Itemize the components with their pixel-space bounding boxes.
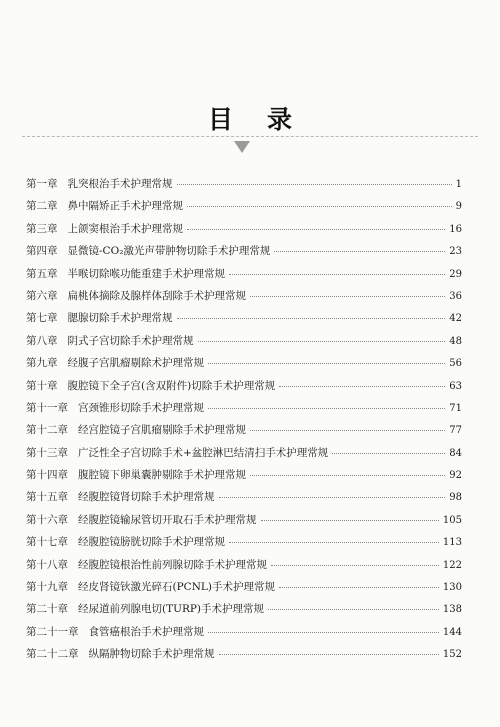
toc-entry[interactable] — [26, 624, 462, 646]
chapter-title: 半喉切除喉功能重建手术护理常规 — [67, 267, 225, 280]
page-number: 92 — [449, 470, 462, 482]
dot-leader — [250, 430, 445, 431]
toc-entry[interactable] — [26, 243, 462, 265]
toc-entry[interactable] — [26, 310, 462, 332]
toc-entry[interactable] — [26, 266, 462, 288]
page-number: 98 — [449, 492, 462, 504]
page-number: 63 — [449, 380, 462, 392]
toc-entry[interactable] — [26, 512, 462, 534]
toc-entry[interactable] — [26, 176, 462, 198]
toc-entry[interactable] — [26, 489, 462, 511]
chapter-number: 第十三章 — [26, 446, 68, 459]
toc-entry[interactable] — [26, 400, 462, 422]
dot-leader — [219, 654, 439, 655]
chapter-title: 经宫腔镜子宫肌瘤剔除手术护理常规 — [78, 424, 246, 437]
dot-leader — [250, 296, 445, 297]
chapter-title: 鼻中隔矫正手术护理常规 — [67, 200, 183, 213]
dot-leader — [187, 206, 452, 207]
chapter-number: 第八章 — [26, 334, 58, 347]
toc-entry[interactable] — [26, 557, 462, 579]
chapter-number: 第一章 — [26, 178, 58, 190]
dot-leader — [332, 453, 445, 454]
chapter-title: 扁桃体摘除及腺样体刮除手术护理常规 — [67, 289, 246, 302]
chapter-number: 第二十一章 — [26, 625, 79, 638]
chapter-number: 第十四章 — [26, 469, 68, 482]
chapter-number: 第十章 — [26, 379, 58, 392]
chapter-number: 第十九章 — [26, 581, 68, 594]
page-number: 1 — [455, 179, 462, 190]
chapter-title: 经腹腔镜肾切除手术护理常规 — [78, 491, 215, 504]
chapter-number: 第六章 — [26, 289, 58, 302]
dot-leader — [279, 587, 439, 588]
chapter-title: 纵隔肿物切除手术护理常规 — [88, 648, 215, 661]
page-number: 56 — [449, 358, 462, 370]
title-divider — [22, 136, 478, 137]
chapter-number: 第四章 — [26, 245, 58, 258]
dot-leader — [187, 229, 445, 230]
chapter-number: 第十八章 — [26, 558, 68, 571]
toc-entry[interactable] — [26, 221, 462, 243]
dot-leader — [250, 475, 445, 476]
page-number: 152 — [442, 649, 462, 661]
chapter-number: 第二十章 — [26, 603, 68, 616]
page-number: 29 — [449, 268, 462, 280]
dot-leader — [261, 520, 439, 521]
chapter-number: 第十七章 — [26, 536, 68, 549]
toc-entry[interactable] — [26, 422, 462, 444]
chapter-number: 第三章 — [26, 222, 58, 235]
toc-entry[interactable] — [26, 288, 462, 310]
chapter-title: 腮腺切除手术护理常规 — [67, 312, 173, 325]
page-number: 16 — [449, 223, 462, 235]
triangle-down-icon — [234, 141, 250, 153]
dot-leader — [229, 274, 445, 275]
dot-leader — [219, 497, 446, 498]
page-number: 36 — [449, 290, 462, 302]
chapter-title: 经腹腔镜膀胱切除手术护理常规 — [78, 536, 225, 549]
page-number: 9 — [455, 201, 462, 213]
chapter-title: 经腹腔镜输尿管切开取石手术护理常规 — [78, 513, 257, 526]
toc-entry[interactable] — [26, 601, 462, 623]
chapter-title: 经腹子宫肌瘤剔除术护理常规 — [67, 357, 204, 370]
chapter-number: 第十六章 — [26, 513, 68, 526]
chapter-number: 第十五章 — [26, 491, 68, 504]
toc-entry[interactable] — [26, 333, 462, 355]
page-number: 48 — [449, 335, 462, 347]
chapter-title: 经皮肾镜钬激光碎石(PCNL)手术护理常规 — [78, 581, 275, 594]
page-number: 71 — [449, 402, 462, 414]
page-number: 130 — [442, 582, 462, 594]
chapter-title: 经尿道前列腺电切(TURP)手术护理常规 — [78, 603, 265, 616]
dot-leader — [279, 386, 445, 387]
chapter-number: 第二十二章 — [26, 648, 79, 661]
chapter-title: 广泛性全子宫切除手术+盆腔淋巴结清扫手术护理常规 — [78, 446, 329, 459]
toc-entry[interactable] — [26, 467, 462, 489]
dot-leader — [271, 565, 439, 566]
page-number: 138 — [442, 604, 462, 616]
chapter-number: 第七章 — [26, 312, 58, 325]
toc-entry[interactable] — [26, 355, 462, 377]
toc-entry[interactable] — [26, 579, 462, 601]
toc-entry[interactable] — [26, 445, 462, 467]
toc-entry[interactable] — [26, 378, 462, 400]
toc-entry[interactable] — [26, 198, 462, 220]
chapter-number: 第十二章 — [26, 424, 68, 437]
page-number: 84 — [449, 447, 462, 459]
dot-leader — [208, 632, 439, 633]
chapter-title: 阴式子宫切除手术护理常规 — [67, 334, 194, 347]
chapter-number: 第十一章 — [26, 401, 68, 414]
page-title: 目录 — [207, 105, 326, 134]
page-number: 144 — [442, 626, 462, 638]
chapter-title: 显微镜-CO₂激光声带肿物切除手术护理常规 — [67, 245, 271, 258]
chapter-title: 腹腔镜下卵巢囊肿剔除手术护理常规 — [78, 469, 246, 482]
dot-leader — [198, 341, 446, 342]
dot-leader — [274, 251, 445, 252]
chapter-title: 乳突根治手术护理常规 — [67, 178, 173, 190]
page-number: 23 — [449, 246, 462, 258]
page-number: 42 — [449, 313, 462, 325]
chapter-number: 第五章 — [26, 267, 58, 280]
toc-list — [26, 176, 462, 669]
toc-entry[interactable] — [26, 646, 462, 668]
chapter-title: 经腹腔镜根治性前列腺切除手术护理常规 — [78, 558, 267, 571]
chapter-title: 腹腔镜下全子宫(含双附件)切除手术护理常规 — [67, 379, 276, 392]
page-number: 77 — [449, 425, 462, 437]
chapter-title: 上颌窦根治手术护理常规 — [67, 222, 183, 235]
dot-leader — [208, 408, 445, 409]
dot-leader — [177, 318, 446, 319]
dot-leader — [268, 609, 439, 610]
chapter-title: 宫颈锥形切除手术护理常规 — [78, 401, 204, 414]
dot-leader — [208, 363, 445, 364]
toc-entry[interactable] — [26, 534, 462, 556]
page-number: 122 — [442, 559, 462, 571]
chapter-title: 食管癌根治手术护理常规 — [88, 625, 204, 638]
dot-leader — [177, 184, 452, 185]
chapter-number: 第二章 — [26, 200, 58, 213]
page-number: 113 — [442, 537, 462, 549]
page-number: 105 — [442, 514, 462, 526]
chapter-number: 第九章 — [26, 357, 58, 370]
dot-leader — [229, 542, 439, 543]
